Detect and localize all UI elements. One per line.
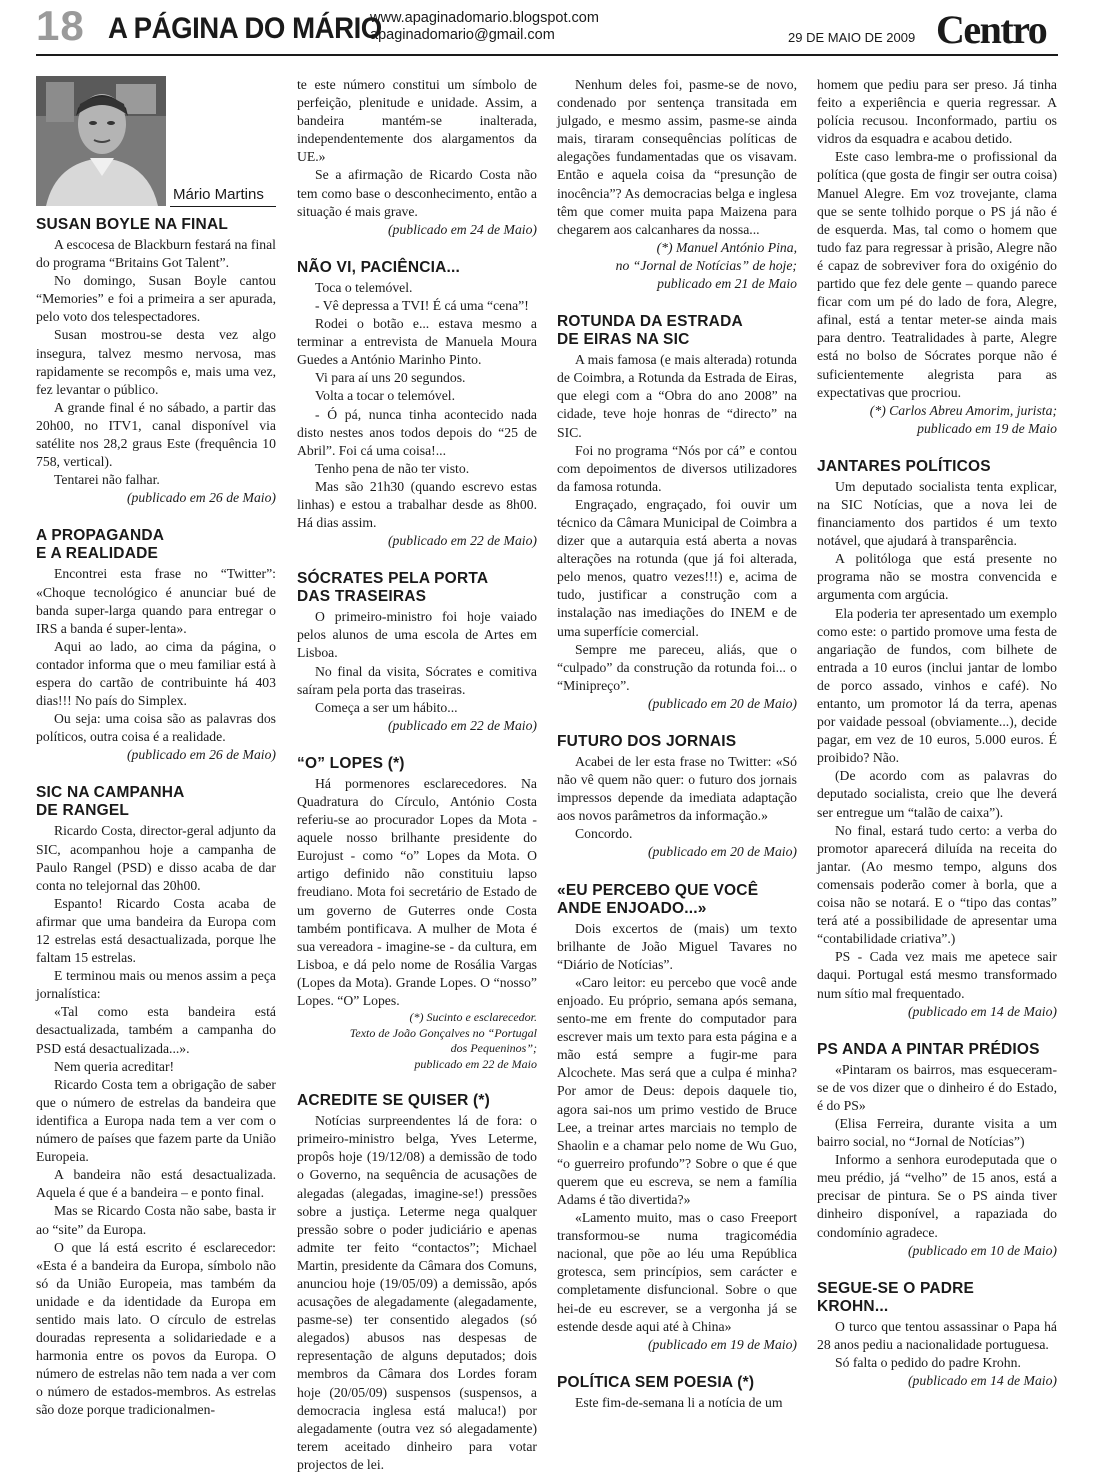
headline-socrates: [297, 570, 537, 606]
paragraph: Um deputado socialista tenta explicar, na SIC Notícias, que a nova lei de financiamento dos partidos é um texto notável, que ajudará à transparência.: [817, 478, 1057, 549]
paragraph: No final da visita, Sócrates e comitiva saíram pela porta das traseiras.: [297, 663, 537, 697]
headline-line: A PROPAGANDA: [36, 527, 165, 545]
paragraph: Acabei de ler esta frase no Twitter: «Só não vê quem não quer: o futuro dos jornais impressos depende da imediata adaptação aos novos parâmetros da informação.»: [557, 754, 797, 824]
paragraph: Só falta o pedido do padre Krohn.: [835, 1354, 1021, 1370]
paragraph: Vi para aí uns 20 segundos.: [315, 370, 466, 386]
headline-line: ANDE ENJOADO...»: [557, 899, 707, 917]
paragraph: Ela poderia ter apresentado um exemplo como este: o partido promove uma festa de angariação de fundos, com bilhete de entrada a 10 euros (inclui jantar de lombo de porco assado, vinhos e café). No entanto, um promotor lá da terra, apenas por vaidade pessoal (obviamente...), decide pagar, em vez de 10 euros, 5.000 euros. É proibido? Não.: [817, 605, 1057, 766]
paragraph: Mas se Ricardo Costa não sabe, basta ir ao “site” da Europa.: [36, 1203, 276, 1237]
headline-line: DE RANGEL: [36, 802, 130, 820]
paragraph: Ricardo Costa tem a obrigação de saber que o número de estrelas da bandeira que identifica a Europa nada tem a ver com o número de países que fazem parte da União Europeia.: [36, 1076, 276, 1165]
publication-date: (publicado em 14 de Maio): [907, 1003, 1057, 1019]
paragraph: Nem queria acreditar!: [54, 1058, 175, 1074]
paragraph: Sempre me pareceu, aliás, que o “culpado” da construção da rotunda foi... o “Minipreço”.: [557, 641, 797, 693]
paragraph: Tenho pena de não ter visto.: [315, 460, 470, 476]
publication-date: (publicado em 10 de Maio): [907, 1242, 1057, 1258]
publication-date: (publicado em 22 de Maio): [387, 533, 537, 549]
paragraph: Encontrei esta frase no “Twitter”: «Choque tecnológico é anunciar bué de banda super-larga quando para entregar o IRS a banda é super-lenta».: [36, 566, 276, 636]
paragraph: A escocesa de Blackburn festará na final do programa “Britains Got Talent”.: [36, 237, 276, 271]
publication-date: (publicado em 20 de Maio): [647, 844, 797, 860]
headline-futuro-jornais: FUTURO DOS JORNAIS: [557, 733, 737, 750]
paragraph: Se a afirmação de Ricardo Costa não tem como base o desconhecimento, então a situação é mais grave.: [297, 167, 537, 219]
paragraph: Mas são 21h30 (quando escrevo estas linhas) e estou a trabalhar desde as 8h00. Há dias assim.: [297, 478, 537, 531]
paragraph: Volta a tocar o telemóvel.: [315, 388, 455, 404]
headline-line: «EU PERCEBO QUE VOCÊ: [557, 881, 759, 899]
newspaper-logo: Centro: [936, 7, 1047, 52]
headline-rotunda: [557, 313, 797, 349]
paragraph: «Tal como esta bandeira está desactualizada, também a campanha do PSD está desactualizada...».: [36, 1004, 276, 1056]
paragraph: A politóloga que está presente no programa não se mostra convencida e argumenta com argúcia.: [817, 551, 1057, 603]
headline-nao-vi: NÃO VI, PACIÊNCIA...: [297, 258, 461, 276]
headline-ps-predios: PS ANDA A PINTAR PRÉDIOS: [817, 1040, 1040, 1058]
paragraph: Ou seja: uma coisa são as palavras dos políticos, outra coisa é a realidade.: [36, 711, 276, 745]
headline-line: ROTUNDA DA ESTRADA: [557, 313, 743, 331]
paragraph: Toca o telemóvel.: [315, 279, 413, 295]
publication-date: (publicado em 14 de Maio): [907, 1373, 1057, 1388]
paragraph: «Pintaram os bairros, mas esqueceram-se de vos dizer que o dinheiro é do Estado, é do PS»: [817, 1061, 1057, 1113]
publication-date: (publicado em 24 de Maio): [387, 221, 537, 237]
headline-padre-krohn: [817, 1280, 1057, 1316]
paragraph: Rodei o botão e... estava mesmo a terminar a entrevista de Manuela Moura Guedes a António Marinho Pinto.: [297, 316, 537, 368]
paragraph: Dois excertos de (mais) um texto brilhante de João Miguel Tavares no “Diário de Notícias”.: [557, 920, 797, 972]
paragraph: A bandeira não está desactualizada. Aquela é que é a bandeira – e ponto final.: [36, 1167, 276, 1201]
publication-date: (publicado em 19 de Maio): [647, 1336, 797, 1352]
footnote: publicado em 22 de Maio: [414, 1056, 537, 1071]
paragraph: Concordo.: [575, 826, 633, 842]
footnote: Texto de João Gonçalves no “Portugal: [349, 1025, 537, 1040]
headline-eu-percebo: [557, 882, 797, 918]
headline-line: SEGUE-SE O PADRE: [817, 1279, 975, 1297]
column-3: [557, 76, 797, 1412]
paragraph: A mais famosa (e mais alterada) rotunda de Coimbra, a Rotunda da Estrada de Eiras, que elegi com a “Obra do ano 2008” na cidade, teve hoje honras de “directo” na SIC.: [557, 352, 797, 440]
paragraph: Espanto! Ricardo Costa acaba de afirmar que uma bandeira da Europa com 12 estrelas está desactualizada, porque lhe faltam 15 estrelas.: [36, 895, 276, 966]
headline-line: KROHN...: [817, 1297, 889, 1315]
issue-date: 29 DE MAIO DE 2009: [788, 30, 916, 45]
paragraph: Começa a ser um hábito...: [315, 699, 458, 715]
paragraph: E terminou mais ou menos assim a peça jornalística:: [36, 968, 276, 1002]
paragraph: - Ó pá, nunca tinha acontecido nada disto nestes anos todos depois do “25 de Abril”. Foi cá uma coisa!...: [297, 406, 537, 458]
footnote: dos Pequeninos”;: [450, 1041, 537, 1056]
paragraph: «Lamento muito, mas o caso Freeport transformou-se numa tragicomédia nacional, que põe ao léu uma República grotesca, sem princípios, sem carácter e completamente disfuncional. Sobre o que hei-de eu escrever, se a vergonha já se estende desde aqui até à China»: [557, 1210, 797, 1334]
headline-line: SIC NA CAMPANHA: [36, 784, 185, 802]
paragraph: No final, estará tudo certo: a verba do promotor aparecerá diluída na receita do jantar. (Ao mesmo tempo, alguns dos comensais poderão comer à borla, que a coisa não se notará. E o “tipo das contas” terá até a possibilidade de apresentar uma “contabilidade criativa”.): [817, 822, 1057, 947]
paragraph: Informo a senhora eurodeputada que o meu prédio, já “velho” de 15 anos, está a precisar de pintura. Se o PS ainda tiver dinheiro disponível, a rapaziada do condomínio agradece.: [817, 1152, 1057, 1240]
headline-acredite: ACREDITE SE QUISER (*): [297, 1092, 491, 1110]
masthead: [36, 2, 1058, 52]
paragraph: Aqui ao lado, ao cima da página, o contador informa que o meu familiar está à espera do cartão de contribuinte há 403 dias!!! No país do Simplex.: [36, 638, 276, 709]
paragraph: «Caro leitor: eu percebo que você ande enjoado. Eu próprio, semana após semana, sento-me em frente do computador para escrever mais um texto para esta página e a mão está sempre a fugir-me para Alcochete. Mas será que a culpa é minha? Por amor de Deus: depois daquele tio, agora sai-nos um primo vestido de Bruce Lee, a treinar artes marciais no templo de Shaolin e a chamar pelo nome de Wu Guo, “o guerreiro profundo”? Sobre o que é que querem que eu escreva, se nem a família Adams é tão divertida?»: [557, 974, 797, 1207]
paragraph: Tentarei não falhar.: [54, 472, 160, 488]
column-1: [36, 76, 276, 1420]
column-4: [817, 76, 1057, 1390]
page-title: A PÁGINA DO MÁRIO: [108, 12, 382, 45]
headline-line: SÓCRATES PELA PORTA: [297, 570, 489, 588]
citation: publicado em 21 de Maio: [657, 276, 797, 292]
paragraph: Foi no programa “Nós por cá” e contou com depoimentos de diversos utilizadores da famosa rotunda.: [557, 442, 797, 494]
publication-date: (publicado em 22 de Maio): [387, 717, 537, 733]
paragraph: PS - Cada vez mais me apetece sair daqui. Portugal está mesmo transformado num sítio mal frequentado.: [817, 949, 1057, 1001]
publication-date: (publicado em 20 de Maio): [647, 695, 797, 711]
website-link[interactable]: www.apaginadomario.blogspot.com: [370, 10, 599, 26]
headline-lopes: “O” LOPES (*): [297, 754, 405, 772]
paragraph: Notícias surpreendentes lá de fora: o primeiro-ministro belga, Yves Leterme, propôs hoje (19/12/08) a demissão de todo o Governo, na sequência de acusações de alegadas (alegadas, imagine-se!) pressões sobre a justiça. Leterme nega qualquer pressão sobre o poder judiciário e apenas admite ter feito “contactos”; Michael Martin, presidente da Câmara dos Comuns, anunciou hoje (19/05/09) a demissão, após acusações de alegadamente (alegadamente, pasme-se) ter consentido alegados (só alegados) abusos nas despesas de representação de alguns deputados; dois membros da Câmara dos Lordes foram hoje (20/05/09) suspensos (suspensos, a democracia inglesa está maluca!) por alegadamente (outra vez só alegadamente) terem aceitado dinheiro para votar projectos de lei.: [297, 1113, 537, 1472]
paragraph: Este fim-de-semana li a notícia de um: [575, 1394, 783, 1410]
paragraph: Há pormenores esclarecedores. Na Quadratura do Círculo, António Costa referiu-se ao procurador Lopes da Mota - aquele nosso brilhante presidente do Eurojust - como “o” Lopes da Mota. O artigo definido não constituiu lapso freudiano. Mota foi secretário de Estado de um governo de Guterres onde Costa também pontificava. A mulher de Mota é sua vereadora - imagine-se - da cultura, em Lisboa, e dá pelo nome de Rosália Vargas (Lopes da Mota). Grande Lopes. O “nosso” Lopes. “O” Lopes.: [297, 775, 537, 1009]
citation: (*) Manuel António Pina,: [656, 239, 797, 255]
author-name: Mário Martins: [170, 186, 267, 204]
author-photo: [36, 76, 276, 206]
citation: publicado em 19 de Maio: [917, 420, 1057, 436]
paragraph: O primeiro-ministro foi hoje vaiado pelos alunos de uma escola de Artes em Lisboa.: [297, 609, 537, 661]
headline-sic-campanha: [36, 784, 276, 820]
paragraph: O turco que tentou assassinar o Papa há 28 anos pediu a nacionalidade portuguesa.: [817, 1318, 1057, 1352]
author-underline: [170, 206, 276, 207]
column-2: [297, 76, 537, 1474]
contact-info: [370, 10, 599, 44]
email-link[interactable]: apaginadomario@gmail.com: [370, 27, 555, 43]
paragraph: (Elisa Ferreira, durante visita a um bairro social, no “Jornal de Notícias”): [817, 1115, 1057, 1150]
headline-politica-sem-poesia: POLÍTICA SEM POESIA (*): [557, 1373, 755, 1391]
citation: (*) Carlos Abreu Amorim, jurista;: [869, 402, 1057, 418]
publication-date: (publicado em 26 de Maio): [126, 490, 276, 506]
paragraph: Este caso lembra-me o profissional da política (que gosta de fingir ser outra coisa) Manuel Alegre. Em voz trovejante, clama que se sente tolhido porque o PS já não é de esquerda. Mas, tal como o homem que tudo faz para regressar à prisão, Alegre não é capaz de sobreviver fora do oxigénio do partido que fez dele gente – quando parece ficar com um pé do lado de fora, Alegre, afinal, está a tentar meter-se ainda mais para dentro. Teatralidades à parte, Alegre está no bolso de Sócrates porque não é suficientemente alegrista para as expectativas que procriou.: [817, 149, 1057, 400]
paragraph: O que lá está escrito é esclarecedor: «Esta é a bandeira da Europa, símbolo não só da União Europeia, mas também da unidade e da identidade da Europa em sentido mais lato. O círculo de estrelas douradas representa a solidariedade e a harmonia entre os povos da Europa. O número de estrelas não tem nada a ver com o número de estados-membros. As estrelas são doze porque tradicionalmen-: [36, 1239, 276, 1418]
paragraph: Engraçado, engraçado, foi ouvir um técnico da Câmara Municipal de Coimbra a dizer que a autarquia está aberta a novas alterações na rotunda (que já foi alterada, pelo menos, quatro vezes!!!) e, acima de tudo, justificar a construção com a instalação nas imediações do INEM e de uma superfície comercial.: [557, 496, 797, 639]
paragraph-continued: te este número constitui um símbolo de perfeição, plenitude e unidade. Assim, a bandeira mantém-se inalterada, independentemente dos alargamentos da UE.»: [297, 77, 537, 165]
headline-susan-boyle: SUSAN BOYLE NA FINAL: [36, 216, 229, 233]
paragraph: No domingo, Susan Boyle cantou “Memories” e foi a primeira a ser apurada, pelo voto dos telespectadores.: [36, 273, 276, 325]
citation: no “Jornal de Notícias” de hoje;: [615, 257, 797, 273]
headline-propaganda: [36, 527, 276, 563]
publication-date: (publicado em 26 de Maio): [126, 747, 276, 763]
headline-jantares: JANTARES POLÍTICOS: [817, 457, 991, 475]
footnote: (*) Sucinto e esclarecedor.: [409, 1010, 537, 1025]
paragraph: Ricardo Costa, director-geral adjunto da SIC, acompanhou hoje a campanha de Paulo Rangel (PSD) e disso acaba de dar conta no telejornal das 20h00.: [36, 823, 276, 893]
headline-line: DAS TRASEIRAS: [297, 588, 427, 606]
paragraph: A grande final é no sábado, a partir das 20h00, no ITV1, canal disponível via satélite nos 28,2 graus Este (frequência 10 758, vertical).: [36, 399, 276, 470]
paragraph-continued: homem que pediu para ser preso. Já tinha feito a experiência e queria regressar. A polícia recusou. Inconformado, partiu os vidros da esquadra e acabou detido.: [817, 77, 1057, 147]
paragraph: Nenhum deles foi, pasme-se de novo, condenado por sentença transitada em julgado, e mesmo assim, pasme-se ainda mais, tiraram consequências políticas de alegações fundamentadas que os visavam. Então e aquela coisa da “presunção de inocência”? As democracias belga e inglesa têm que comer muita papa Maizena para chegarem aos calcanhares da nossa...: [557, 77, 797, 237]
masthead-divider: [36, 54, 1058, 56]
page-number: 18: [36, 2, 85, 49]
headline-line: E A REALIDADE: [36, 545, 159, 563]
paragraph: (De acordo com as palavras do deputado socialista, creio que lhe deverá ser entregue um “talão de caixa”).: [817, 768, 1057, 820]
paragraph: - Vê depressa a TVI! É cá uma “cena”!: [315, 297, 529, 313]
headline-line: DE EIRAS NA SIC: [557, 331, 690, 349]
paragraph: Susan mostrou-se desta vez algo insegura, talvez mesmo nervosa, mas rapidamente se recompôs e, mais uma vez, fez levantar o público.: [36, 327, 276, 397]
